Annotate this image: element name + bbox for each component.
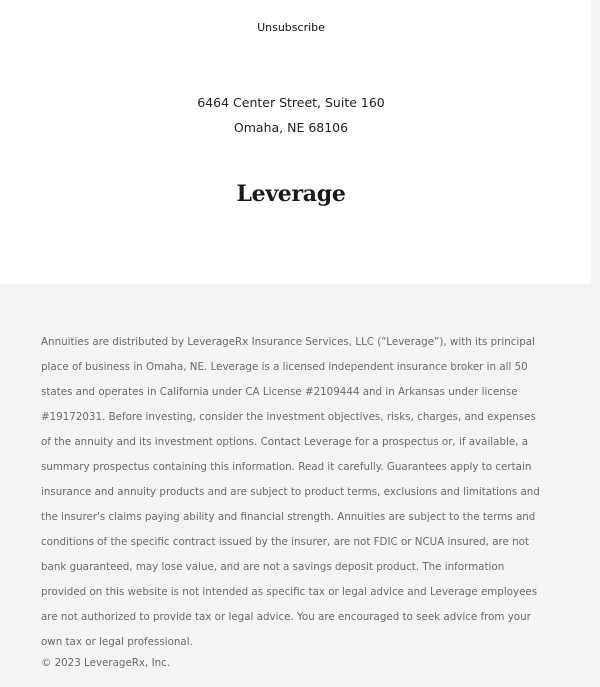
legal-disclaimer: Annuities are distributed by LeverageRx Insurance Services, LLC (“Leverage”), with its principal place of business in Omaha, NE. Leverage is a licensed independent insurance broker in all 50 states and operates in California under CA License #2109444 and in Arkansas under license #19172031. Before investing, consider the investment objectives, risks, charges, and expenses of the annuity and its investment options. Contact Leverage for a prospectus or, if available, a summary prospectus containing this information. Read it carefully. Guarantees apply to certain insurance and annuity products and are subject to product terms, exclusions and limitations and the insurer's claims paying ability and financial strength. Annuities are subject to the terms and conditions of the specific contract issued by the insurer, are not FDIC or NCUA insured, are not bank guaranteed, may lose value, and are not a savings deposit product. The information provided on this website is not intended as specific tax or legal advice and Leverage employees are not authorized to provide tax or legal advice. You are encouraged to seek advice from your own tax or legal professional.	[41, 336, 540, 648]
address-line-2: Omaha, NE 68106	[233, 120, 349, 135]
email-body	[0, 0, 591, 284]
leverage-logo: Leverage	[236, 181, 346, 207]
unsubscribe-link[interactable]: Unsubscribe	[257, 21, 325, 34]
address-line-1: 6464 Center Street, Suite 160	[197, 95, 385, 110]
company-address	[0, 90, 582, 140]
copyright-notice: © 2023 LeverageRx, Inc.	[41, 657, 171, 669]
footer	[0, 284, 600, 687]
